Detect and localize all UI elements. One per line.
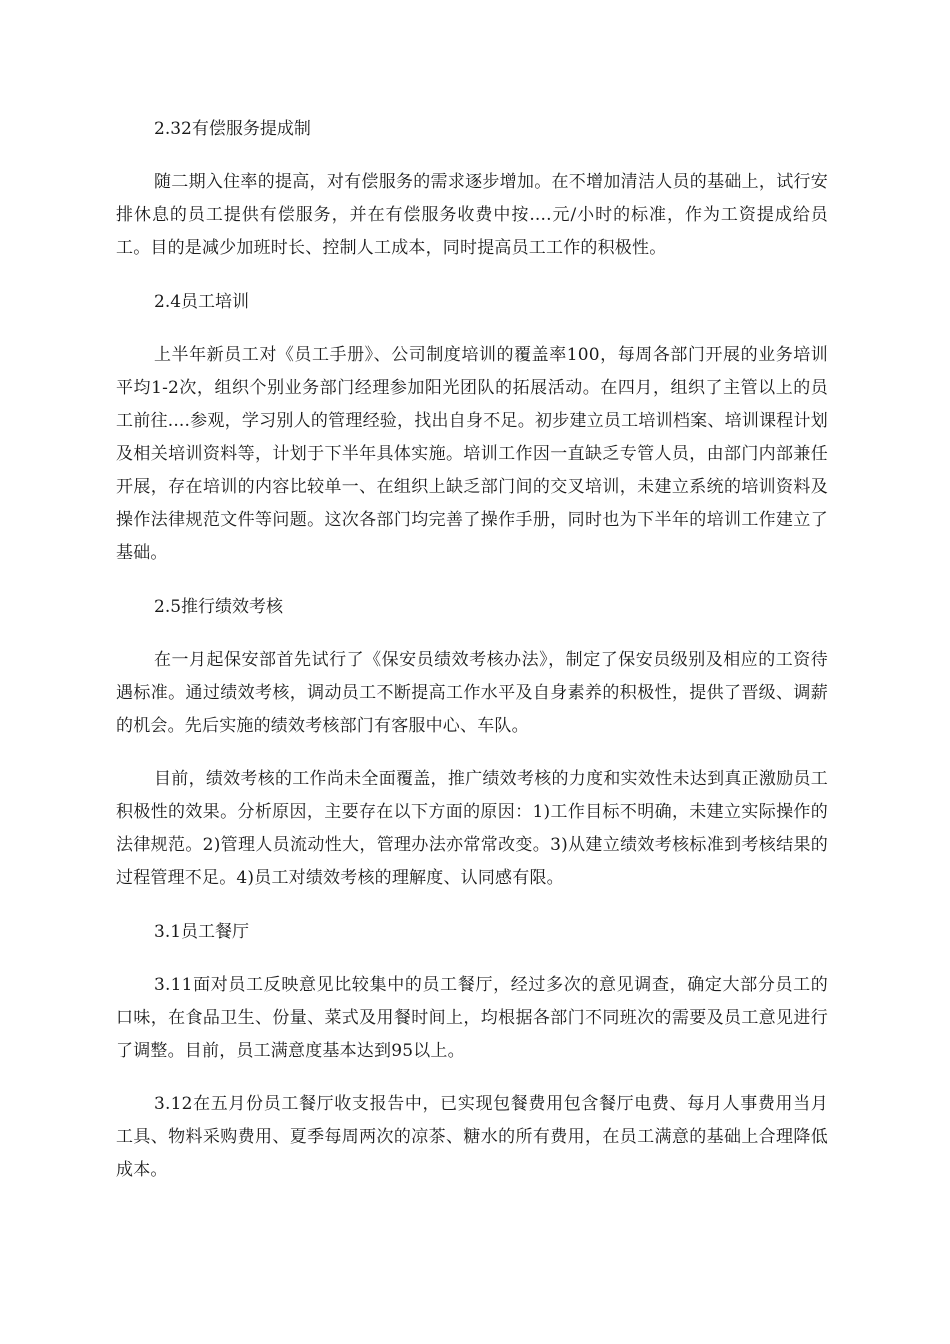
section-heading-2-5: 2.5推行绩效考核 [154,597,284,617]
paragraph-staff-training: 上半年新员工对《员工手册》、公司制度培训的覆盖率100，每周各部门开展的业务培训平均1-2次，组织个别业务部门经理参加阳光团队的拓展活动。在四月，组织了主管以上的员工前往....参观，学习别人的管理经验，找出自身不足。初步建立员工培训档案、培训课程计划及相关培训资料等，计划于下半年具体实施。培训工作因一直缺乏专管人员，由部门内部兼任开展，存在培训的内容比较单一、在组织上缺乏部门间的交叉培训，未建立系统的培训资料及操作法律规范文件等问题。这次各部门均完善了操作手册，同时也为下半年的培训工作建立了基础。 [116,345,828,563]
paragraph-canteen-survey: 3.11面对员工反映意见比较集中的员工餐厅，经过多次的意见调查，确定大部分员工的口味，在食品卫生、份量、菜式及用餐时间上，均根据各部门不同班次的需要及员工意见进行了调整。目前，员工满意度基本达到95以上。 [116,975,828,1061]
document-page [116,112,828,1187]
section-heading-2-32: 2.32有偿服务提成制 [154,119,311,139]
paragraph-canteen-costs: 3.12在五月份员工餐厅收支报告中，已实现包餐费用包含餐厅电费、每月人事费用当月工具、物料采购费用、夏季每周两次的凉茶、糖水的所有费用，在员工满意的基础上合理降低成本。 [116,1094,828,1180]
section-heading-2-4: 2.4员工培训 [154,292,250,312]
section-heading-3-1: 3.1员工餐厅 [154,922,250,942]
paragraph-performance-analysis: 目前，绩效考核的工作尚未全面覆盖，推广绩效考核的力度和实效性未达到真正激励员工积极性的效果。分析原因，主要存在以下方面的原因：1)工作目标不明确，未建立实际操作的法律规范。2)管理人员流动性大，管理办法亦常常改变。3)从建立绩效考核标准到考核结果的过程管理不足。4)员工对绩效考核的理解度、认同感有限。 [116,769,828,888]
paragraph-performance-trial: 在一月起保安部首先试行了《保安员绩效考核办法》，制定了保安员级别及相应的工资待遇标准。通过绩效考核，调动员工不断提高工作水平及自身素养的积极性，提供了晋级、调薪的机会。先后实施的绩效考核部门有客服中心、车队。 [116,650,828,736]
paragraph-paid-service: 随二期入住率的提高，对有偿服务的需求逐步增加。在不增加清洁人员的基础上，试行安排休息的员工提供有偿服务，并在有偿服务收费中按....元/小时的标准，作为工资提成给员工。目的是减少加班时长、控制人工成本，同时提高员工工作的积极性。 [116,172,828,258]
